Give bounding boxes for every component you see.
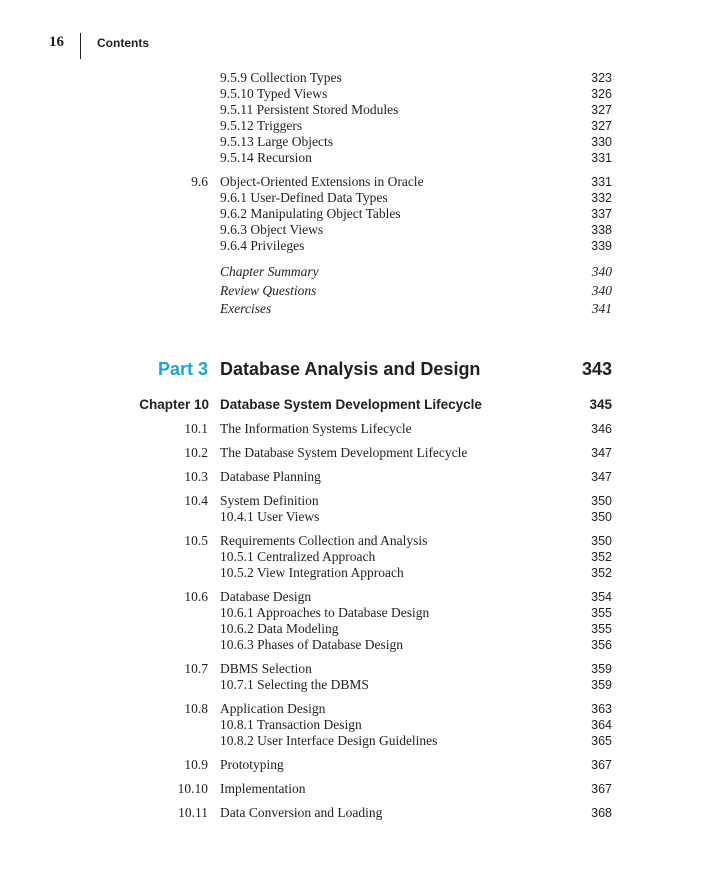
entry-page: 332 xyxy=(591,191,612,205)
entry-title: 10.6.3 Phases of Database Design xyxy=(220,636,403,652)
chapter-10-sections xyxy=(0,421,708,821)
section-9-6 xyxy=(0,174,708,254)
entry-title: 9.5.14 Recursion xyxy=(220,150,312,165)
toc-entry xyxy=(0,661,708,677)
chapter-9-continued xyxy=(0,70,708,166)
entry-number: 10.9 xyxy=(184,756,208,772)
table-of-contents xyxy=(0,70,708,821)
entry-number: 10.2 xyxy=(184,444,208,460)
toc-entry xyxy=(0,493,708,509)
toc-entry xyxy=(0,222,708,238)
header-divider xyxy=(80,33,81,59)
entry-page: 350 xyxy=(591,509,612,524)
toc-entry xyxy=(0,717,708,733)
part-title: Database Analysis and Design xyxy=(220,358,481,379)
entry-title: Database Design xyxy=(220,588,312,604)
toc-entry xyxy=(0,733,708,749)
entry-page: 339 xyxy=(591,239,612,253)
toc-entry xyxy=(0,118,708,134)
entry-title: Application Design xyxy=(220,700,326,716)
entry-title: The Information Systems Lifecycle xyxy=(220,420,412,436)
entry-page: 331 xyxy=(591,175,612,189)
entry-title: Database Planning xyxy=(220,468,321,484)
entry-title: Implementation xyxy=(220,780,306,796)
toc-entry xyxy=(0,421,708,437)
entry-number: 10.5 xyxy=(184,532,208,548)
entry-title: 9.6.4 Privileges xyxy=(220,238,305,253)
entry-number: 10.11 xyxy=(178,804,208,820)
toc-entry xyxy=(0,190,708,206)
toc-entry xyxy=(0,445,708,461)
entry-page: 340 xyxy=(591,282,612,298)
toc-entry xyxy=(0,509,708,525)
toc-entry xyxy=(0,605,708,621)
running-head: Contents xyxy=(97,36,149,50)
entry-title: 10.8.1 Transaction Design xyxy=(220,716,362,732)
entry-page: 330 xyxy=(591,135,612,149)
section-group xyxy=(0,661,708,693)
part-heading xyxy=(0,359,708,385)
entry-page: 327 xyxy=(591,103,612,117)
entry-page: 359 xyxy=(591,661,612,676)
entry-title: 10.5.1 Centralized Approach xyxy=(220,548,376,564)
toc-entry xyxy=(0,70,708,86)
entry-page: 368 xyxy=(591,805,612,820)
entry-page: 355 xyxy=(591,605,612,620)
entry-number: 10.6 xyxy=(184,588,208,604)
entry-page: 347 xyxy=(591,469,612,484)
entry-number: 9.6 xyxy=(191,174,208,189)
entry-page: 327 xyxy=(591,119,612,133)
entry-title: 10.5.2 View Integration Approach xyxy=(220,564,404,580)
section-group xyxy=(0,445,708,461)
entry-page: 326 xyxy=(591,87,612,101)
entry-page: 367 xyxy=(591,781,612,796)
entry-page: 364 xyxy=(591,717,612,732)
entry-title: Object-Oriented Extensions in Oracle xyxy=(220,174,424,189)
entry-title: 10.6.2 Data Modeling xyxy=(220,620,339,636)
page-header xyxy=(0,33,708,63)
section-group xyxy=(0,805,708,821)
entry-page: 359 xyxy=(591,677,612,692)
entry-page: 347 xyxy=(591,445,612,460)
section-group xyxy=(0,757,708,773)
section-group xyxy=(0,421,708,437)
entry-page: 323 xyxy=(591,71,612,85)
section-group xyxy=(0,533,708,581)
entry-title: 9.6.2 Manipulating Object Tables xyxy=(220,206,401,221)
entry-title: 9.5.9 Collection Types xyxy=(220,70,342,85)
entry-page: 365 xyxy=(591,733,612,748)
entry-title: Exercises xyxy=(220,301,272,316)
toc-entry xyxy=(0,238,708,254)
toc-entry xyxy=(0,549,708,565)
entry-page: 341 xyxy=(591,301,612,316)
entry-title: 9.5.11 Persistent Stored Modules xyxy=(220,102,399,117)
entry-title: 10.6.1 Approaches to Database Design xyxy=(220,604,430,620)
part-page: 343 xyxy=(581,358,612,379)
entry-title: 9.6.1 User-Defined Data Types xyxy=(220,190,388,205)
entry-title: Data Conversion and Loading xyxy=(220,804,383,820)
entry-title: Chapter Summary xyxy=(220,264,319,279)
toc-entry xyxy=(0,805,708,821)
entry-page: 350 xyxy=(591,493,612,508)
chapter-label: Chapter 10 xyxy=(139,396,209,412)
toc-entry xyxy=(0,300,708,319)
entry-title: The Database System Development Lifecycle xyxy=(220,444,468,460)
entry-number: 10.8 xyxy=(184,700,208,716)
toc-entry xyxy=(0,621,708,637)
entry-title: 9.5.13 Large Objects xyxy=(220,134,333,149)
toc-entry xyxy=(0,677,708,693)
section-group xyxy=(0,701,708,749)
toc-entry xyxy=(0,282,708,301)
entry-number: 10.10 xyxy=(177,780,208,796)
entry-title: Review Questions xyxy=(220,282,317,298)
entry-title: Prototyping xyxy=(220,756,284,772)
entry-number: 10.3 xyxy=(184,468,208,484)
entry-page: 356 xyxy=(591,637,612,652)
entry-page: 331 xyxy=(591,151,612,165)
toc-entry xyxy=(0,533,708,549)
entry-title: Requirements Collection and Analysis xyxy=(220,532,428,548)
entry-page: 352 xyxy=(591,549,612,564)
section-group xyxy=(0,469,708,485)
entry-page: 346 xyxy=(591,421,612,436)
section-group xyxy=(0,493,708,525)
entry-page: 354 xyxy=(591,589,612,604)
part-label: Part 3 xyxy=(157,358,208,379)
toc-entry xyxy=(0,174,708,190)
entry-page: 355 xyxy=(591,621,612,636)
toc-entry xyxy=(0,86,708,102)
section-group xyxy=(0,589,708,653)
entry-number: 10.4 xyxy=(184,492,208,508)
entry-title: 10.8.2 User Interface Design Guidelines xyxy=(220,732,438,748)
entry-title: 9.5.10 Typed Views xyxy=(220,86,328,101)
toc-entry xyxy=(0,469,708,485)
entry-title: System Definition xyxy=(220,492,319,508)
chapter-page: 345 xyxy=(589,396,612,412)
page-number: 16 xyxy=(49,34,64,50)
entry-title: 9.5.12 Triggers xyxy=(220,118,303,133)
section-group xyxy=(0,781,708,797)
entry-page: 352 xyxy=(591,565,612,580)
toc-entry xyxy=(0,206,708,222)
toc-entry xyxy=(0,757,708,773)
entry-number: 10.7 xyxy=(184,660,208,676)
toc-entry xyxy=(0,134,708,150)
toc-entry xyxy=(0,589,708,605)
entry-title: DBMS Selection xyxy=(220,660,312,676)
entry-page: 367 xyxy=(591,757,612,772)
toc-entry xyxy=(0,781,708,797)
entry-page: 363 xyxy=(591,701,612,716)
entry-title: 9.6.3 Object Views xyxy=(220,222,324,237)
entry-page: 340 xyxy=(591,264,612,279)
toc-entry xyxy=(0,150,708,166)
entry-page: 337 xyxy=(591,207,612,221)
chapter-heading xyxy=(0,397,708,415)
chapter-title: Database System Development Lifecycle xyxy=(220,396,482,412)
toc-entry xyxy=(0,102,708,118)
chapter-9-end-matter xyxy=(0,263,708,319)
toc-entry xyxy=(0,263,708,282)
toc-entry xyxy=(0,565,708,581)
toc-entry xyxy=(0,701,708,717)
toc-entry xyxy=(0,637,708,653)
entry-page: 350 xyxy=(591,533,612,548)
entry-title: 10.4.1 User Views xyxy=(220,508,320,524)
entry-page: 338 xyxy=(591,223,612,237)
entry-title: 10.7.1 Selecting the DBMS xyxy=(220,676,369,692)
entry-number: 10.1 xyxy=(184,420,208,436)
